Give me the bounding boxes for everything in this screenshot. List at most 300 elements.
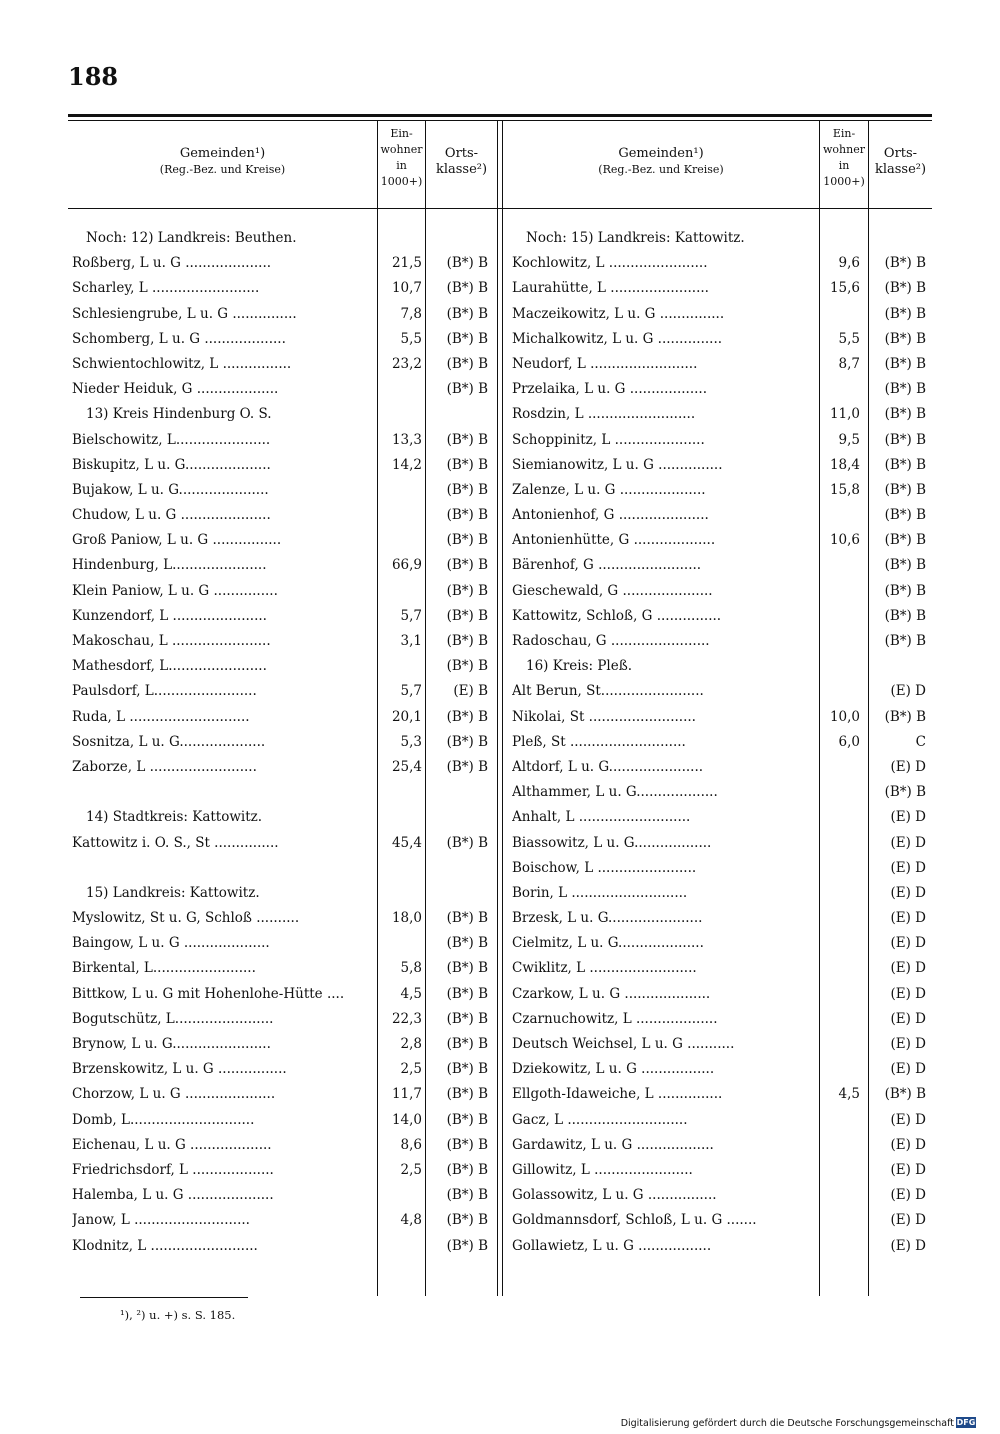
location-class-value: (B*) B: [446, 305, 488, 322]
table-row: [508, 831, 933, 856]
table-row: [68, 503, 498, 528]
location-class-value: (E) D: [890, 1212, 926, 1229]
table-row: [508, 881, 933, 906]
location-class-value: (B*) B: [446, 1010, 488, 1027]
table-row: [508, 780, 933, 805]
location-class-value: (E) D: [890, 884, 926, 901]
table-row: [508, 1208, 933, 1233]
location-class-value: (B*) B: [446, 834, 488, 851]
location-class-value: (B*) B: [884, 431, 926, 448]
location-class-value: (E) D: [890, 834, 926, 851]
table-row: [68, 1208, 498, 1233]
municipality-name: Eichenau, L u. G ...................: [72, 1136, 272, 1153]
header-name-sub: (Reg.-Bez. und Kreise): [159, 163, 286, 176]
table-row: [508, 679, 933, 704]
section-heading: [68, 402, 498, 427]
municipality-name: Janow, L ...........................: [72, 1212, 250, 1229]
municipality-name: Siemianowitz, L u. G ...............: [512, 456, 723, 473]
location-class-value: (B*) B: [884, 708, 926, 725]
municipality-name: Groß Paniow, L u. G ................: [72, 532, 282, 549]
municipality-name: Chudow, L u. G .....................: [72, 507, 271, 524]
table-row: [68, 528, 498, 553]
section-heading-text: Noch: 12) Landkreis: Beuthen.: [86, 230, 297, 246]
table-row: [508, 1234, 933, 1259]
municipality-name: Scharley, L .........................: [72, 280, 260, 297]
municipality-name: Altdorf, L u. G......................: [512, 758, 704, 775]
table-row: [68, 956, 498, 981]
location-class-value: (B*) B: [446, 633, 488, 649]
table-row: [508, 478, 933, 503]
header-pop-line: Ein-: [390, 127, 413, 140]
table-row: [68, 906, 498, 931]
municipality-name: Schwientochlowitz, L ................: [72, 355, 292, 372]
header-class-line: Orts-: [444, 146, 479, 161]
location-class-value: (E) D: [890, 809, 926, 826]
population-value: 7,8: [400, 305, 422, 322]
location-class-value: (B*) B: [884, 1086, 926, 1103]
municipality-name: Gollawietz, L u. G .................: [512, 1237, 712, 1254]
location-class-value: (E) D: [890, 935, 926, 952]
section-heading-text: 14) Stadtkreis: Kattowitz.: [86, 809, 263, 826]
location-class-value: (E) D: [890, 1187, 926, 1204]
table-row: [508, 1057, 933, 1082]
table-row: [68, 1007, 498, 1032]
municipality-name: Bärenhof, G ........................: [512, 557, 702, 574]
location-class-value: (B*) B: [446, 708, 488, 725]
location-class-value: (E) D: [890, 1111, 926, 1128]
table-row: [68, 730, 498, 755]
population-value: 10,7: [391, 280, 422, 297]
right-header-name: [503, 146, 819, 178]
table-row: [508, 377, 933, 402]
location-class-value: (B*) B: [446, 1161, 488, 1178]
location-class-value: (B*) B: [446, 456, 488, 473]
municipality-name: Halemba, L u. G ....................: [72, 1187, 274, 1204]
section-heading-text: 16) Kreis: Pleß.: [526, 658, 633, 675]
population-value: 21,5: [391, 255, 422, 272]
municipality-name: Golassowitz, L u. G ................: [512, 1187, 717, 1204]
table-row: [508, 1108, 933, 1133]
municipality-name: Boischow, L .......................: [512, 859, 697, 876]
section-heading: [508, 226, 933, 251]
population-value: 25,4: [391, 758, 422, 775]
section-heading: [508, 654, 933, 679]
location-class-value: (B*) B: [446, 607, 488, 624]
population-value: 11,0: [829, 406, 860, 423]
municipality-name: Przelaika, L u. G ..................: [512, 381, 707, 398]
location-class-value: (B*) B: [884, 355, 926, 372]
header-name-label: Gemeinden¹): [179, 146, 266, 161]
population-value: 45,4: [391, 834, 422, 851]
municipality-name: Bujakow, L u. G.....................: [72, 481, 269, 498]
location-class-value: (B*) B: [446, 658, 488, 675]
municipality-name: Gillowitz, L .......................: [512, 1161, 693, 1178]
population-value: 4,8: [400, 1212, 422, 1229]
municipality-name: Laurahütte, L .......................: [512, 280, 709, 297]
footnote: ¹), ²) u. +) s. S. 185.: [120, 1308, 236, 1322]
header-class-line: klasse²): [874, 162, 927, 177]
municipality-name: Nieder Heiduk, G ...................: [72, 381, 279, 398]
municipality-name: Kunzendorf, L ......................: [72, 607, 267, 624]
table-row: [68, 327, 498, 352]
municipality-name: Schoppinitz, L .....................: [512, 431, 705, 448]
table-row: [508, 428, 933, 453]
municipality-name: Anhalt, L ..........................: [512, 809, 691, 826]
center-divider-2: [502, 121, 503, 1296]
location-class-value: (B*) B: [446, 507, 488, 524]
header-pop-line: 1000+): [823, 175, 865, 188]
municipality-name: Czarnuchowitz, L ...................: [512, 1010, 718, 1027]
right-header-pop: [820, 126, 868, 190]
location-class-value: (B*) B: [446, 1111, 488, 1128]
location-class-value: (B*) B: [446, 1212, 488, 1229]
location-class-value: (B*) B: [446, 758, 488, 775]
population-value: 5,8: [400, 960, 422, 977]
table-row: [68, 1183, 498, 1208]
municipality-name: Roßberg, L u. G ....................: [72, 255, 272, 272]
left-header-pop: [378, 126, 425, 190]
location-class-value: (E) D: [890, 758, 926, 775]
municipality-name: Nikolai, St .........................: [512, 708, 696, 725]
location-class-value: (E) D: [890, 1061, 926, 1078]
table-row: [68, 302, 498, 327]
location-class-value: (B*) B: [884, 255, 926, 272]
header-class-line: Orts-: [883, 146, 918, 161]
municipality-name: Gacz, L ............................: [512, 1111, 688, 1128]
municipality-name: Schlesiengrube, L u. G ...............: [72, 305, 297, 322]
population-value: 3,1: [400, 633, 422, 649]
location-class-value: (B*) B: [884, 582, 926, 599]
municipality-name: Ruda, L ............................: [72, 708, 250, 725]
municipality-name: Neudorf, L .........................: [512, 355, 698, 372]
municipality-name: Friedrichsdorf, L ...................: [72, 1161, 274, 1178]
municipality-name: Gardawitz, L u. G ..................: [512, 1136, 714, 1153]
location-class-value: (B*) B: [446, 910, 488, 927]
header-name-sub: (Reg.-Bez. und Kreise): [598, 163, 724, 176]
location-class-value: (E) B: [453, 683, 488, 700]
table-row: [508, 1032, 933, 1057]
table-row: [508, 251, 933, 276]
table-row: [68, 1082, 498, 1107]
location-class-value: (B*) B: [884, 507, 926, 524]
municipality-name: Baingow, L u. G ....................: [72, 935, 270, 952]
municipality-name: Birkental, L........................: [72, 960, 256, 977]
table-row: [68, 1108, 498, 1133]
table-row: [68, 428, 498, 453]
location-class-value: (E) D: [890, 1010, 926, 1027]
table-row: [508, 1133, 933, 1158]
population-value: 18,4: [829, 456, 860, 473]
population-value: 2,5: [400, 1161, 422, 1178]
municipality-name: Dziekowitz, L u. G .................: [512, 1061, 715, 1078]
location-class-value: (B*) B: [884, 406, 926, 423]
location-class-value: (B*) B: [446, 935, 488, 952]
location-class-value: (B*) B: [446, 1036, 488, 1052]
table-row: [508, 1082, 933, 1107]
left-table-body: [68, 226, 498, 1259]
location-class-value: (E) D: [890, 1136, 926, 1153]
location-class-value: (B*) B: [446, 355, 488, 372]
header-pop-line: 1000+): [380, 175, 423, 188]
municipality-name: Klodnitz, L .........................: [72, 1237, 258, 1254]
location-class-value: (E) D: [890, 985, 926, 1002]
table-row: [68, 478, 498, 503]
municipality-name: Michalkowitz, L u. G ...............: [512, 330, 723, 347]
population-value: 5,7: [400, 683, 422, 700]
municipality-name: Radoschau, G .......................: [512, 633, 710, 649]
location-class-value: (B*) B: [884, 456, 926, 473]
municipality-name: Maczeikowitz, L u. G ...............: [512, 305, 725, 322]
population-value: 5,7: [400, 607, 422, 624]
population-value: 2,8: [400, 1036, 422, 1052]
location-class-value: (B*) B: [884, 305, 926, 322]
location-class-value: (B*) B: [884, 633, 926, 649]
left-header-name: [68, 146, 377, 178]
location-class-value: (B*) B: [446, 532, 488, 549]
right-table-body: [508, 226, 933, 1259]
table-row: [68, 1133, 498, 1158]
section-heading: [68, 805, 498, 830]
location-class-value: (E) D: [890, 1036, 926, 1052]
municipality-name: Brzenskowitz, L u. G ................: [72, 1061, 287, 1078]
municipality-name: Zalenze, L u. G ....................: [512, 481, 706, 498]
table-row: [68, 931, 498, 956]
municipality-name: Sosnitza, L u. G....................: [72, 733, 266, 750]
table-row: [508, 402, 933, 427]
location-class-value: (B*) B: [446, 985, 488, 1002]
location-class-value: (E) D: [890, 859, 926, 876]
table-row: [508, 528, 933, 553]
table-row: [68, 1032, 498, 1057]
location-class-value: (E) D: [890, 910, 926, 927]
population-value: 2,5: [400, 1061, 422, 1078]
table-row: [508, 805, 933, 830]
dfg-logo: DFG: [956, 1418, 976, 1427]
population-value: 9,5: [838, 431, 860, 448]
municipality-name: Hindenburg, L......................: [72, 557, 267, 574]
municipality-name: Bogutschütz, L.......................: [72, 1010, 274, 1027]
population-value: 13,3: [391, 431, 422, 448]
table-row: [68, 377, 498, 402]
table-row: [508, 1007, 933, 1032]
municipality-name: Biskupitz, L u. G....................: [72, 456, 271, 473]
municipality-name: Mathesdorf, L.......................: [72, 658, 267, 675]
header-pop-line: wohner: [380, 143, 423, 156]
table-row: [508, 931, 933, 956]
location-class-value: (B*) B: [446, 481, 488, 498]
table-row: [508, 1158, 933, 1183]
municipality-name: Althammer, L u. G...................: [512, 784, 718, 801]
table-row: [508, 352, 933, 377]
header-pop-line: in: [838, 159, 850, 172]
header-class-line: klasse²): [435, 162, 488, 177]
section-heading-text: 13) Kreis Hindenburg O. S.: [86, 406, 272, 423]
population-value: 22,3: [391, 1010, 422, 1027]
header-pop-line: wohner: [823, 143, 865, 156]
location-class-value: (E) D: [890, 1161, 926, 1178]
section-heading: [68, 226, 498, 251]
footnote-rule: [80, 1297, 248, 1298]
digitization-credit: Digitalisierung gefördert durch die Deutsche Forschungsgemeinschaft: [620, 1418, 954, 1429]
table-row: [68, 352, 498, 377]
location-class-value: (B*) B: [884, 280, 926, 297]
table-row: [68, 251, 498, 276]
table-row: [68, 856, 498, 881]
table-row: [508, 856, 933, 881]
table-row: [508, 755, 933, 780]
location-class-value: (B*) B: [884, 557, 926, 574]
municipality-name: Alt Berun, St........................: [512, 683, 704, 700]
section-heading-text: 15) Landkreis: Kattowitz.: [86, 884, 260, 901]
table-row: [508, 730, 933, 755]
location-class-value: (B*) B: [884, 381, 926, 398]
section-heading: [68, 881, 498, 906]
table-row: [508, 906, 933, 931]
location-class-value: (B*) B: [446, 557, 488, 574]
municipality-name: Deutsch Weichsel, L u. G ...........: [512, 1036, 735, 1052]
municipality-name: Paulsdorf, L........................: [72, 683, 257, 700]
table-row: [68, 276, 498, 301]
header-top-rule-thin: [68, 120, 932, 121]
location-class-value: (B*) B: [446, 960, 488, 977]
location-class-value: (B*) B: [446, 255, 488, 272]
location-class-value: (B*) B: [884, 784, 926, 801]
location-class-value: (B*) B: [446, 1086, 488, 1103]
municipality-name: Brzesk, L u. G......................: [512, 910, 703, 927]
header-bottom-rule: [68, 208, 932, 209]
table-row: [508, 453, 933, 478]
table-row: [508, 629, 933, 654]
table-row: [508, 705, 933, 730]
table-row: [68, 705, 498, 730]
right-header-class: [869, 146, 932, 178]
left-header-class: [426, 146, 497, 178]
municipality-name: Kattowitz, Schloß, G ...............: [512, 607, 722, 624]
municipality-name: Cielmitz, L u. G....................: [512, 935, 704, 952]
location-class-value: (E) D: [890, 683, 926, 700]
population-value: 4,5: [838, 1086, 860, 1103]
population-value: 10,0: [829, 708, 860, 725]
header-name-label: Gemeinden¹): [618, 146, 704, 161]
municipality-name: Cwiklitz, L .........................: [512, 960, 697, 977]
population-value: 15,6: [829, 280, 860, 297]
location-class-value: (B*) B: [884, 481, 926, 498]
table-row: [68, 453, 498, 478]
population-value: 5,3: [400, 733, 422, 750]
municipality-name: Czarkow, L u. G ....................: [512, 985, 711, 1002]
location-class-value: (B*) B: [446, 381, 488, 398]
table-row: [508, 276, 933, 301]
municipality-name: Makoschau, L .......................: [72, 633, 271, 649]
table-row: [508, 503, 933, 528]
location-class-value: (B*) B: [884, 532, 926, 549]
municipality-name: Brynow, L u. G.......................: [72, 1036, 271, 1052]
location-class-value: (B*) B: [446, 280, 488, 297]
location-class-value: (B*) B: [446, 1187, 488, 1204]
table-row: [68, 1158, 498, 1183]
table-row: [68, 604, 498, 629]
population-value: 23,2: [391, 355, 422, 372]
municipality-name: Goldmannsdorf, Schloß, L u. G .......: [512, 1212, 757, 1229]
municipality-name: Chorzow, L u. G .....................: [72, 1086, 276, 1103]
population-value: 14,2: [391, 456, 422, 473]
table-row: [508, 604, 933, 629]
table-row: [508, 982, 933, 1007]
table-row: [508, 579, 933, 604]
table-row: [508, 1183, 933, 1208]
table-row: [508, 553, 933, 578]
population-value: 66,9: [391, 557, 422, 574]
municipality-name: Klein Paniow, L u. G ...............: [72, 582, 278, 599]
header-pop-line: in: [396, 159, 407, 172]
location-class-value: (B*) B: [446, 1136, 488, 1153]
table-row: [68, 1057, 498, 1082]
table-row: [68, 629, 498, 654]
municipality-name: Kochlowitz, L .......................: [512, 255, 708, 272]
municipality-name: Pleß, St ...........................: [512, 733, 686, 750]
table-row: [68, 1234, 498, 1259]
location-class-value: (E) D: [890, 960, 926, 977]
municipality-name: Borin, L ...........................: [512, 884, 688, 901]
municipality-name: Zaborze, L .........................: [72, 758, 257, 775]
municipality-name: Schomberg, L u. G ...................: [72, 330, 286, 347]
table-row: [508, 956, 933, 981]
population-value: 10,6: [829, 532, 860, 549]
population-value: 15,8: [829, 481, 860, 498]
table-row: [68, 831, 498, 856]
table-row: [68, 780, 498, 805]
municipality-name: Bielschowitz, L......................: [72, 431, 271, 448]
population-value: 20,1: [391, 708, 422, 725]
location-class-value: (B*) B: [884, 607, 926, 624]
location-class-value: (B*) B: [446, 431, 488, 448]
population-value: 8,6: [400, 1136, 422, 1153]
municipality-name: Gieschewald, G .....................: [512, 582, 713, 599]
population-value: 8,7: [838, 355, 860, 372]
population-value: 5,5: [838, 330, 860, 347]
population-value: 4,5: [400, 985, 422, 1002]
municipality-name: Ellgoth-Idaweiche, L ...............: [512, 1086, 723, 1103]
header-top-rule: [68, 114, 932, 117]
population-value: 11,7: [391, 1086, 422, 1103]
location-class-value: (B*) B: [446, 582, 488, 599]
location-class-value: (B*) B: [884, 330, 926, 347]
population-value: 5,5: [400, 330, 422, 347]
table-row: [68, 982, 498, 1007]
table-row: [68, 553, 498, 578]
municipality-name: Domb, L.............................: [72, 1111, 255, 1128]
municipality-name: Rosdzin, L .........................: [512, 406, 696, 423]
population-value: 18,0: [391, 910, 422, 927]
table-row: [68, 679, 498, 704]
location-class-value: (B*) B: [446, 330, 488, 347]
table-row: [508, 302, 933, 327]
section-heading-text: Noch: 15) Landkreis: Kattowitz.: [526, 230, 745, 246]
table-row: [508, 327, 933, 352]
table-row: [68, 654, 498, 679]
municipality-name: Bittkow, L u. G mit Hohenlohe-Hütte ....: [72, 985, 345, 1002]
municipality-name: Myslowitz, St u. G, Schloß ..........: [72, 910, 300, 927]
population-value: 6,0: [838, 733, 860, 750]
location-class-value: (B*) B: [446, 1237, 488, 1254]
table-row: [68, 755, 498, 780]
table-row: [68, 579, 498, 604]
municipality-name: Antonienhof, G .....................: [512, 507, 709, 524]
page-number: 188: [68, 62, 119, 91]
population-value: 9,6: [838, 255, 860, 272]
location-class-value: C: [915, 733, 926, 750]
header-pop-line: Ein-: [832, 127, 856, 140]
